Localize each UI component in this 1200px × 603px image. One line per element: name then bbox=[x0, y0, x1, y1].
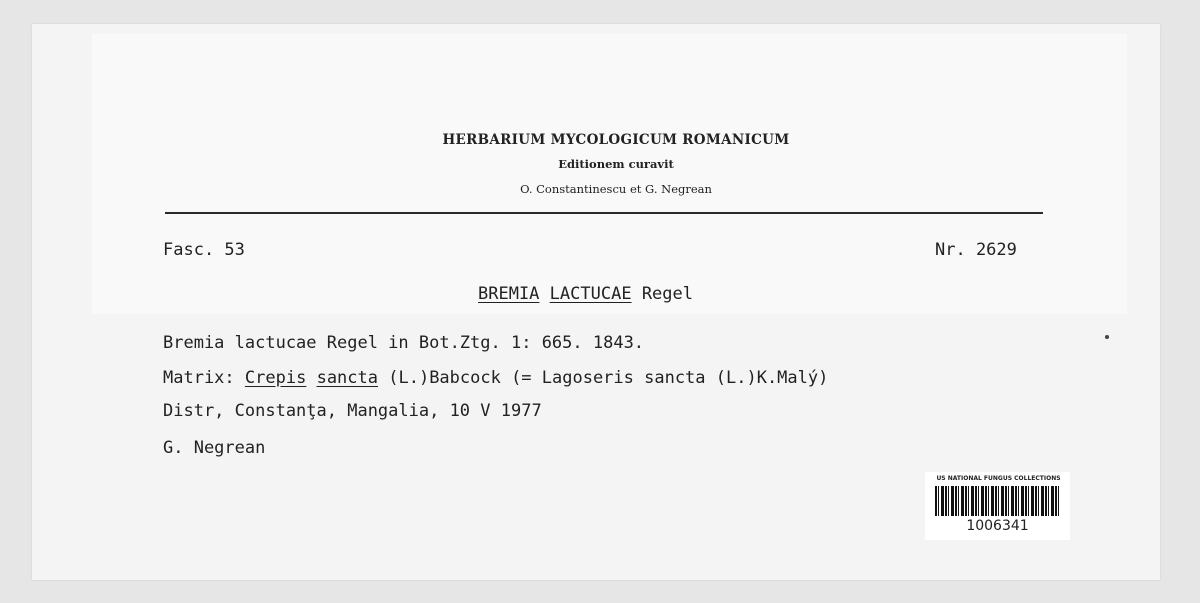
specimen-number: Nr. 2629 bbox=[935, 240, 1017, 260]
citation-line: Bremia lactucae Regel in Bot.Ztg. 1: 665. 1843. bbox=[163, 333, 645, 353]
label-paper bbox=[92, 34, 1127, 314]
distribution-line: Distr, Constanţa, Mangalia, 10 V 1977 bbox=[163, 401, 542, 421]
fascicle-number: Fasc. 53 bbox=[163, 240, 245, 260]
species-epithet: LACTUCAE bbox=[549, 284, 632, 304]
matrix-line bbox=[163, 368, 828, 388]
barcode-title: US NATIONAL FUNGUS COLLECTIONS bbox=[936, 475, 1061, 482]
species-heading bbox=[478, 284, 693, 304]
header-rule bbox=[165, 212, 1043, 214]
collector-line: G. Negrean bbox=[163, 438, 266, 458]
matrix-genus: Crepis bbox=[244, 368, 307, 388]
ink-speck bbox=[1105, 335, 1109, 339]
barcode-number: 1006341 bbox=[966, 518, 1029, 534]
edition-line: Editionem curavit bbox=[558, 157, 674, 171]
barcode-label bbox=[925, 472, 1070, 540]
matrix-prefix: Matrix: bbox=[163, 368, 235, 388]
editors-line: O. Constantinescu et G. Negrean bbox=[520, 182, 712, 196]
species-genus: BREMIA bbox=[478, 284, 540, 304]
barcode-icon bbox=[935, 486, 1061, 516]
species-author: Regel bbox=[641, 284, 693, 304]
herbarium-title: HERBARIUM MYCOLOGICUM ROMANICUM bbox=[442, 132, 790, 148]
matrix-rest: (L.)Babcock (= Lagoseris sancta (L.)K.Malý) bbox=[388, 368, 829, 388]
matrix-epithet: sancta bbox=[316, 368, 378, 388]
